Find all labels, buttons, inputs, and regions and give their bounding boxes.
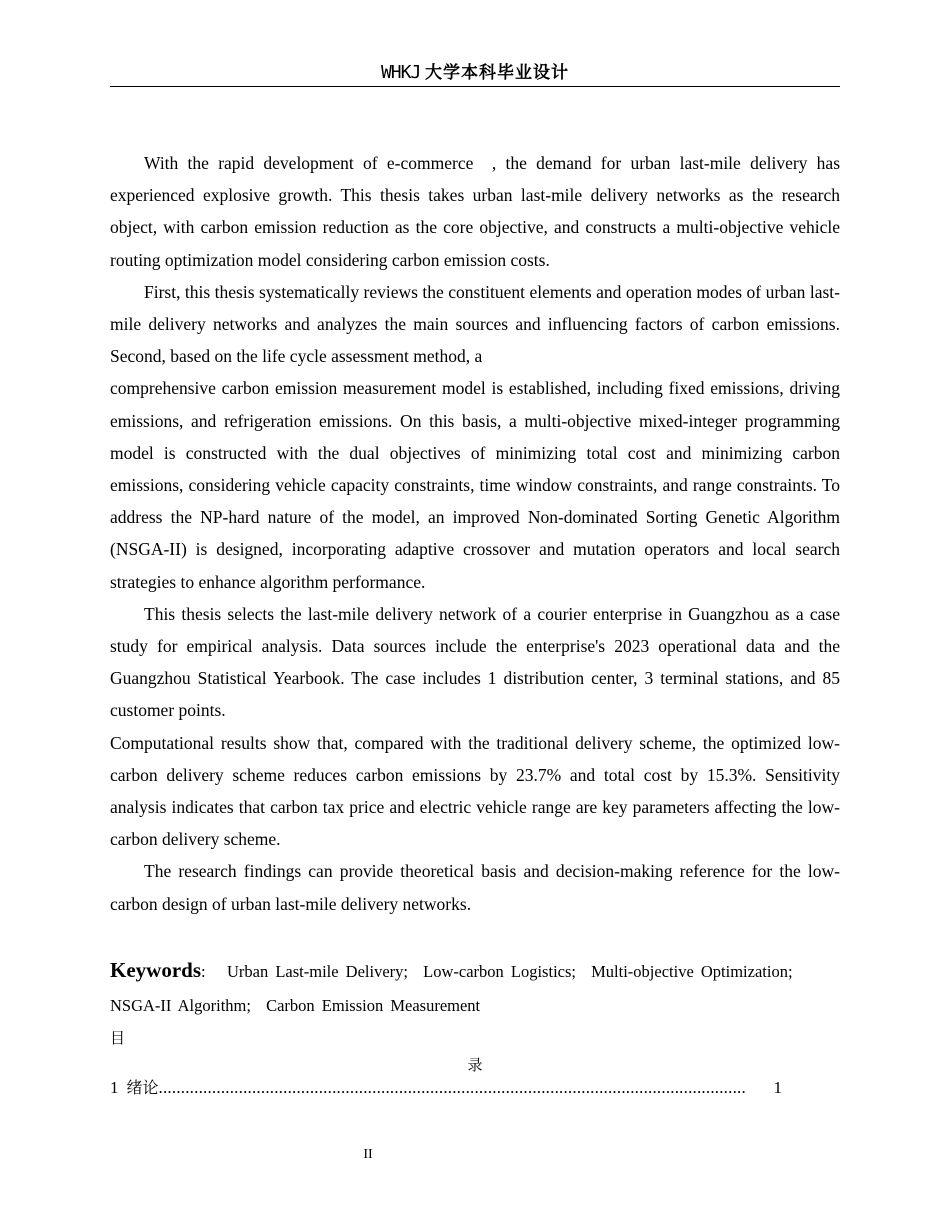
keyword-item: NSGA-II Algorithm bbox=[110, 996, 247, 1015]
toc-entry[interactable] bbox=[110, 1076, 782, 1100]
keyword-item: Carbon Emission Measurement bbox=[266, 996, 481, 1015]
abstract-paragraph-1: With the rapid development of e-commerce , the demand for urban last-mile delivery has experienced explosive growth. This thesis takes urban last-mile delivery networks as the research object, with carbon emission reduction as the core objective, and constructs a multi-objective vehicle routing optimization model considering carbon emission costs. bbox=[110, 153, 840, 270]
page-header bbox=[110, 60, 840, 87]
page-number: II bbox=[363, 1147, 373, 1162]
abstract-paragraph-4: This thesis selects the last-mile delivery network of a courier enterprise in Guangzhou as a case study for empirical analysis. Data sources include the enterprise's 2023 operational data and the Guangzhou Statistical Yearbook. The case includes 1 distribution center, 3 terminal stations, and 85 customer points. bbox=[110, 603, 840, 721]
toc-entry-page: 1 bbox=[773, 1078, 782, 1097]
abstract-body bbox=[110, 147, 840, 920]
keyword-separator: ; bbox=[403, 962, 409, 981]
keywords-label: Keywords bbox=[110, 958, 201, 982]
header-title: 大学本科毕业设计 bbox=[425, 63, 570, 83]
abstract-paragraph-6: The research findings can provide theoretical basis and decision-making reference for the low-carbon design of urban last-mile delivery networks. bbox=[110, 861, 840, 914]
keywords-colon: : bbox=[201, 962, 206, 981]
toc-entry-number: 1 bbox=[110, 1078, 119, 1097]
keyword-item: Urban Last-mile Delivery bbox=[226, 962, 404, 981]
keyword-item: Multi-objective Optimization bbox=[591, 962, 788, 981]
keywords-section bbox=[110, 953, 840, 1023]
toc-entry-leader: .................................................................................................................................... bbox=[158, 1078, 746, 1097]
abstract-paragraph-3: comprehensive carbon emission measurement model is established, including fixed emissions, driving emissions, and refrigeration emissions. On this basis, a multi-objective mixed-integer programming model is constructed with the dual objectives of minimizing total cost and minimizing carbon emissions, considering vehicle capacity constraints, time window constraints, and range constraints. To address the NP-hard nature of the model, an improved Non-dominated Sorting Genetic Algorithm (NSGA-II) is designed, incorporating adaptive crossover and mutation operators and local search strategies to enhance algorithm performance. bbox=[110, 378, 840, 592]
toc-heading-part2: 录 bbox=[467, 1056, 483, 1074]
toc-entry-title: 绪论 bbox=[126, 1078, 159, 1097]
keyword-separator: ; bbox=[246, 996, 251, 1015]
keyword-item: Low-carbon Logistics bbox=[423, 962, 572, 981]
toc-heading-part1: 目 bbox=[110, 1029, 126, 1047]
abstract-paragraph-5: Computational results show that, compared with the traditional delivery scheme, the optimized low-carbon delivery scheme reduces carbon emissions by 23.7% and total cost by 15.3%. Sensitivity analysis indicates that carbon tax price and electric vehicle range are key parameters affecting the low-carbon delivery scheme. bbox=[110, 732, 840, 850]
header-school-code: WHKJ bbox=[380, 62, 421, 83]
keyword-separator: ; bbox=[571, 962, 576, 981]
keyword-separator: ; bbox=[787, 962, 793, 981]
abstract-paragraph-2: First, this thesis systematically reviews the constituent elements and operation modes of urban last-mile delivery networks and analyzes the main sources and influencing factors of carbon emissions. Second, based on the life cycle assessment method, a bbox=[110, 281, 840, 367]
